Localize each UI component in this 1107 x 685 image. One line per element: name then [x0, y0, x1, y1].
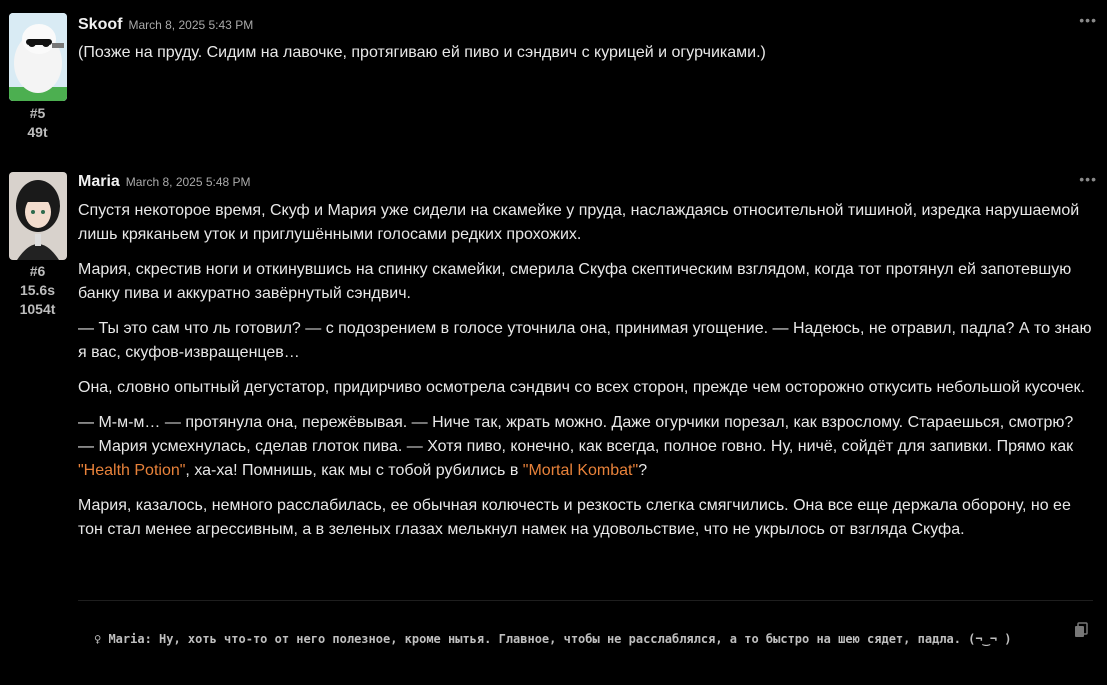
highlight-health-potion: "Health Potion" [78, 462, 186, 479]
author-name[interactable]: Maria [78, 173, 120, 190]
post-number: #6 [29, 263, 46, 279]
timestamp: March 8, 2025 5:48 PM [125, 175, 251, 189]
paragraph [78, 411, 1093, 483]
code-block: ♀ Maria: Ну, хоть что-то от него полезное, кроме нытья. Главное, чтобы не расслаблялся, а то быстро на шею сядет, падла. (¬‿¬ ) [94, 632, 1012, 646]
highlight-mortal-kombat: "Mortal Kombat" [522, 462, 639, 479]
message-header [78, 173, 251, 191]
timestamp: March 8, 2025 5:43 PM [128, 18, 254, 32]
more-dots-icon[interactable]: ••• [1079, 171, 1097, 187]
text-segment: — М-м-м… — протянула она, пережёвывая. — Ниче так, жрать можно. Даже огурчики порезал, как взрослому. Стараешься, смотрю? — Мария усмехнулась, сделав глоток пива. — Хотя пиво, конечно, как всегда, полное говно. Ну, ничё, сойдёт для запивки. Прямо как [78, 414, 1074, 455]
post-number: #5 [29, 105, 46, 121]
avatar-skoof[interactable] [9, 13, 67, 101]
paragraph: Она, словно опытный дегустатор, придирчиво осмотрела сэндвич со всех сторон, прежде чем осторожно откусить небольшой кусочек. [78, 379, 1085, 396]
divider [78, 600, 1093, 601]
paragraph: (Позже на пруду. Сидим на лавочке, протягиваю ей пиво и сэндвич с курицей и огурчиками.) [78, 44, 766, 61]
message-header [78, 16, 253, 34]
message-body [78, 199, 1093, 553]
token-count: 49t [27, 124, 48, 140]
text-segment: ? [638, 462, 648, 479]
message-body [78, 41, 1093, 76]
post-meta [0, 262, 75, 319]
paragraph: — Ты это сам что ль готовил? — с подозрением в голосе уточнила она, принимая угощение. — Надеюсь, не отравил, падла? А то знаю я вас, скуфов-извращенцев… [78, 320, 1092, 361]
post-meta [0, 104, 75, 142]
paragraph: Мария, скрестив ноги и откинувшись на спинку скамейки, смерила Скуфа скептическим взглядом, когда тот протянул ей запотевшую банку пива и аккуратно завёрнутый сэндвич. [78, 261, 1072, 302]
author-name[interactable]: Skoof [78, 16, 123, 33]
paragraph: Мария, казалось, немного расслабилась, ее обычная колючесть и резкость слегка смягчились. Она все еще держала оборону, но ее тон стал менее агрессивным, а в зеленых глазах мелькнул намек на удовольствие, что не укрылось от взгляда Скуфа. [78, 497, 1071, 538]
generation-time: 15.6s [19, 282, 56, 298]
text-segment: , ха-ха! Помнишь, как мы с тобой рубились в [185, 462, 523, 479]
paragraph: Спустя некоторое время, Скуф и Мария уже сидели на скамейке у пруда, наслаждаясь относительной тишиной, изредка нарушаемой лишь кряканьем уток и приглушёнными голосами редких прохожих. [78, 202, 1080, 243]
avatar-maria[interactable] [9, 172, 67, 260]
copy-icon[interactable] [1074, 622, 1088, 643]
token-count: 1054t [19, 301, 56, 317]
more-dots-icon[interactable]: ••• [1079, 12, 1097, 28]
